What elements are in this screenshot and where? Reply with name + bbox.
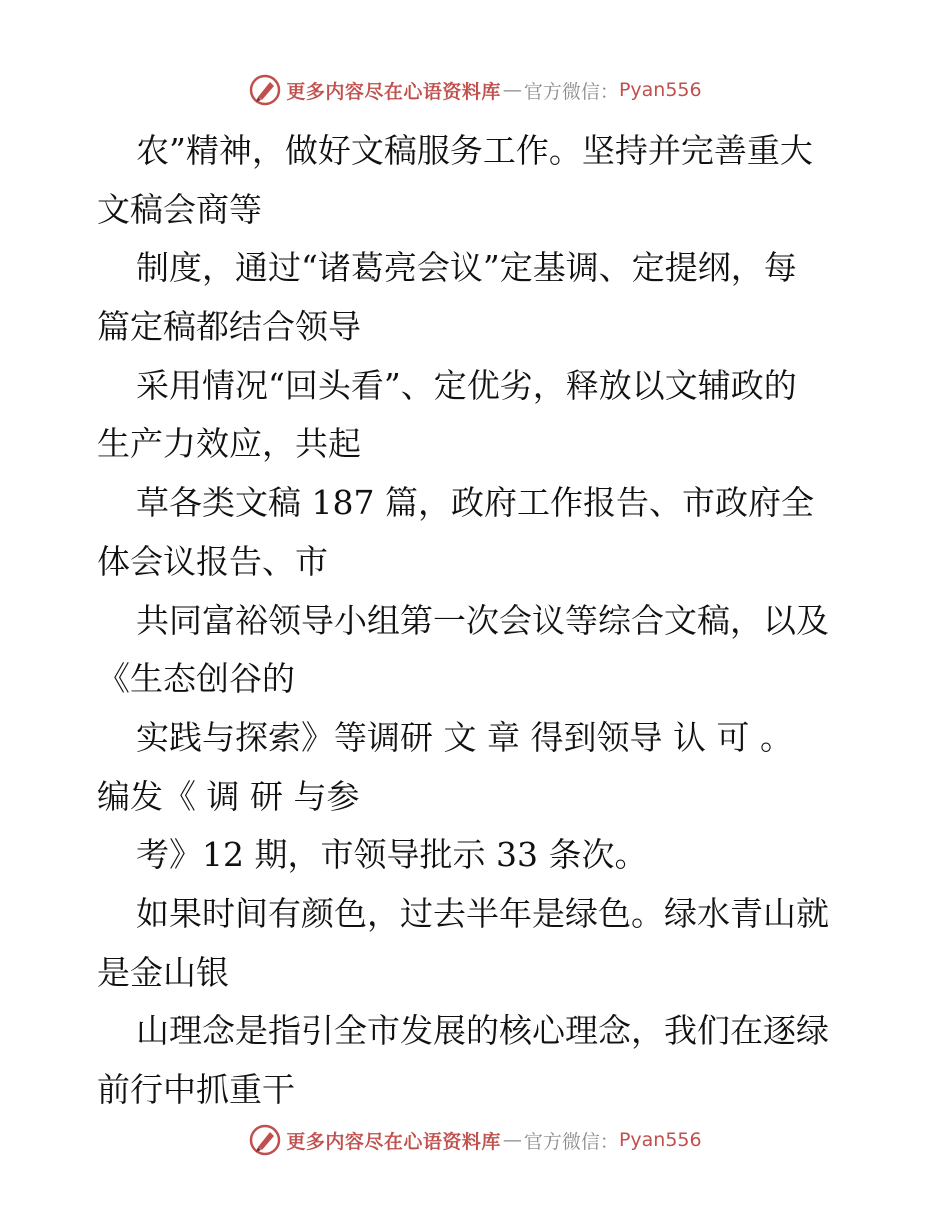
body-line: 制度，通过“诸葛亮会议”定基调、定提纲，每 xyxy=(136,248,797,288)
watermark-contact-id: Pyan556 xyxy=(618,79,702,101)
body-line: 采用情况“回头看”、定优劣，释放以文辅政的 xyxy=(136,365,797,405)
body-line: 如果时间有颜色，过去半年是绿色。绿水青山就 xyxy=(136,893,829,933)
body-line: 农”精神，做好文稿服务工作。坚持并完善重大 xyxy=(136,131,813,170)
watermark-content xyxy=(248,1123,701,1157)
footer-watermark xyxy=(0,1120,950,1160)
body-line: 山理念是指引全市发展的核心理念，我们在逐绿 xyxy=(136,1011,829,1051)
body-line: 实践与探索》等调研 文 章 得到领导 认 可 。 xyxy=(136,717,793,757)
body-line: 是金山银 xyxy=(97,952,229,992)
watermark-dash: — xyxy=(502,1129,522,1151)
body-line: 体会议报告、市 xyxy=(97,541,328,581)
body-line: 生产力效应，共起 xyxy=(97,424,361,464)
body-line: 考》12 期，市领导批示 33 条次。 xyxy=(136,835,648,875)
body-line: 前行中抓重干 xyxy=(97,1070,295,1109)
body-line: 文稿会商等 xyxy=(97,189,262,229)
body-line: 草各类文稿 187 篇，政府工作报告、市政府全 xyxy=(136,483,814,523)
body-line: 《生态创谷的 xyxy=(97,659,295,699)
watermark-contact-label: 官方微信： xyxy=(523,1130,619,1153)
pen-logo-icon xyxy=(248,73,282,107)
pen-logo-icon xyxy=(248,1123,282,1157)
body-line: 篇定稿都结合领导 xyxy=(97,307,361,347)
watermark-contact-label: 官方微信： xyxy=(523,80,619,103)
watermark-site-text: 更多内容尽在心语资料库 xyxy=(286,1130,501,1153)
header-watermark xyxy=(0,70,950,110)
body-line: 编发《 调 研 与参 xyxy=(97,776,360,816)
document-body xyxy=(97,122,857,1120)
watermark-content xyxy=(248,73,701,107)
watermark-dash: — xyxy=(502,79,522,101)
body-line: 共同富裕领导小组第一次会议等综合文稿，以及 xyxy=(136,600,829,640)
watermark-site-text: 更多内容尽在心语资料库 xyxy=(286,80,501,103)
watermark-contact-id: Pyan556 xyxy=(618,1129,702,1151)
